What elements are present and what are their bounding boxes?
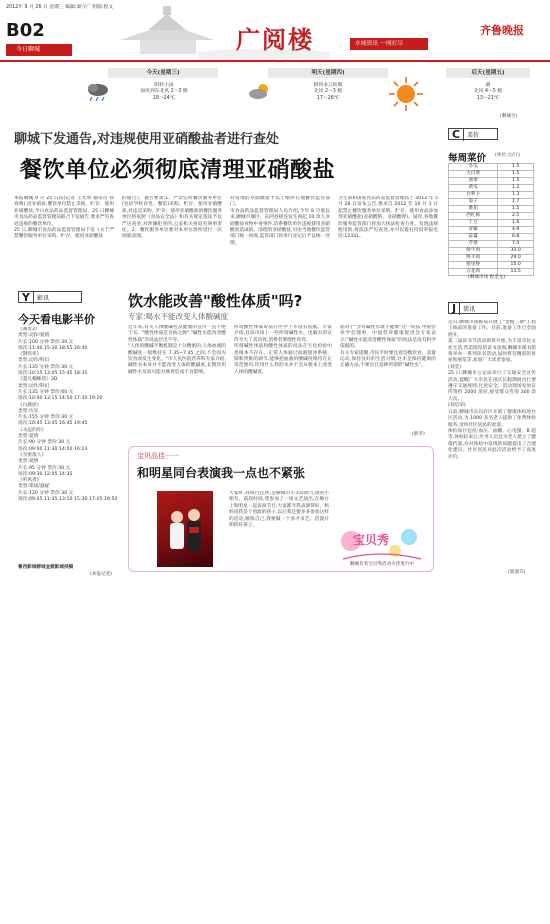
lead-column: 卫生部和国家食品药品监督管理局于 2012 年 5 月 28 日发布公告,要求自 2012 年 10 月 1 日起禁止餐饮服务单位采购、贮存、使用食品添加剂亚硝酸盐(亚硝酸钠、亚硝酸钾)。届时,各地餐饮服务监管部门将加大执法检查力度。发现违规使用的,将依法严厉查处,并可以拨打投诉举报电话:12331。 <box>338 196 438 240</box>
price-item: 大白菜 <box>449 171 498 178</box>
alkaline-column: 面对于"含有碱性水就不健康"这一说法,中国营养学会理事、中国营养健康促进会专家表示:"碱性水能改善酸性体质"的说法是没有科学依据的。 有关专家提醒,市民平时要注意均衡饮食、适量运动,保持良好的生活习惯,这才是保持健康的正确方法,不要盲目追捧所谓的"碱性水"。 <box>340 325 436 369</box>
price-value: 1.5 <box>498 206 534 213</box>
header-divider <box>0 60 550 62</box>
price-row <box>449 248 534 255</box>
weather-day-text: 晴 北风 4～5 级 13～21℃ <box>473 83 503 101</box>
price-row <box>449 199 534 206</box>
column-label: 今日聊城 <box>6 44 72 56</box>
section-tag-briefs <box>448 302 498 314</box>
prices-title: 每周菜价 <box>448 153 487 164</box>
price-item: 白萝卜 <box>449 192 498 199</box>
price-value: 1.7 <box>498 199 534 206</box>
kids-body: 大家好,我叫白佳欣,是聊城市小太阳幼儿园的小朋友。前段时间,我参加了一场文艺演出,在舞台上和明星一起表演节目,大家都夸我表演得好。妈妈说我是个勇敢的孩子,以后我还要多多参加这样的活动,锻炼自己,我要做一个多才多艺、活泼开朗的好孩子。 <box>229 491 329 529</box>
price-row <box>449 185 534 192</box>
price-value: 11.5 <box>498 269 534 276</box>
alkaline-credit: (新华) <box>412 432 425 437</box>
kids-showcase-box <box>128 446 434 572</box>
tag-letter: C <box>449 128 464 141</box>
price-value: 1.5 <box>498 171 534 178</box>
price-row <box>449 255 534 262</box>
weather-day-label: 明天(星期四) <box>268 68 388 78</box>
tag-name: 简讯 <box>463 305 476 313</box>
performers-figures-illustration <box>157 491 213 567</box>
price-table <box>448 163 534 276</box>
kids-headline: 和明星同台表演我一点也不紧张 <box>137 466 306 480</box>
price-item: 西红柿 <box>449 213 498 220</box>
brand-subtitle: 水城资讯 一网打尽 <box>350 38 428 50</box>
sun-icon <box>388 76 424 112</box>
badge-caption: 聊城有奖宝贝秀活动火热进行中 <box>349 562 415 567</box>
prices-table <box>448 163 534 276</box>
lead-column: 对发现的亚硝酸盐予以上缴所在地餐饮监管部门。 市食品药品监督管理局人员介绍,今年 8 月底以来,聊城市城区、东阿县接连发生两起 10 余人亚硝酸盐食物中毒事件,均系餐饮单位违规使用亚硝酸盐造成的。清理的亚硝酸盐,可由当地餐饮监管部门统一回收,监管部门将进行登记后予以统一处理。 <box>230 196 330 246</box>
price-value: 15.0 <box>498 262 534 269</box>
price-item: 番茄 <box>449 206 498 213</box>
briefs-credit: (郭淑芬) <box>508 570 526 575</box>
price-value: 2.5 <box>498 213 534 220</box>
cloud-rain-icon <box>86 82 110 102</box>
price-item: 鲜羊肉 <box>449 255 498 262</box>
section-tag-prices <box>448 128 498 140</box>
price-row <box>449 213 534 220</box>
movies-credit: 鲁西影城聊城金鼎影城供稿 <box>18 565 74 570</box>
price-row <box>449 241 534 248</box>
prices-unit: (单位:元/斤) <box>495 153 521 158</box>
price-item: 五花肉 <box>449 269 498 276</box>
price-row <box>449 192 534 199</box>
lead-headline: 餐饮单位必须彻底清理亚硝酸盐 <box>20 158 336 183</box>
price-row <box>449 227 534 234</box>
cloud-sun-icon <box>248 82 272 102</box>
alkaline-column: 所谓酸性体质说法在医学上并没有依据。专家介绍,目前市场上一些所谓碱性水、电解水的宣传夸大了其功效,消费者要理性看待。 所谓碱性体质和酸性体质的说法在生化检验中也根本不存在。正常人体通过血液缓冲系统、肺和肾脏的调节,能够把血液的酸碱度维持在正常范围内,饮用什么样的水并不会从根本上改变人体的酸碱度。 <box>234 325 332 375</box>
tag-name: 影讯 <box>36 294 49 302</box>
price-row <box>449 178 534 185</box>
weather-day-text: 阴转小雨 南风到东北风 2～3 级 18～24℃ <box>140 83 188 101</box>
weather-day-text: 阴到多云转晴 北风 2～3 级 17～26℃ <box>313 83 343 101</box>
movies-credit-reporter: (本报记者) <box>90 572 112 577</box>
kids-body-cont <box>335 491 427 521</box>
tag-name: 菜价 <box>467 131 480 139</box>
price-value: 1.5 <box>498 164 534 171</box>
kids-kicker: 宝贝品佳一一 <box>137 452 179 460</box>
price-row <box>449 206 534 213</box>
price-value: 1.2 <box>498 185 534 192</box>
alkaline-headline: 饮水能改善"酸性体质"吗? <box>128 292 303 310</box>
price-item: 茄子 <box>449 199 498 206</box>
prices-credit: (聊城市场 程金龙) <box>468 275 506 280</box>
price-value: 1.5 <box>498 178 534 185</box>
lead-kicker: 聊城下发通告,对违规使用亚硝酸盐者进行查处 <box>14 132 279 147</box>
price-item: 冬瓜 <box>449 164 498 171</box>
brand-title: 广阅楼 <box>236 25 314 54</box>
lead-column: 的通告》。通告要求:1、严禁任何餐饮服务单位(包括学校食堂、餐馆)采购、贮存、使用亚硝酸盐,对违反采购、贮存、使用亚硝酸盐的餐饮服务单位将依照《食品安全法》和有关规定依法予以严厉查处,对涉嫌犯罪的,公安机关将追究刑事责任。2、餐饮服务单位要对本单位场所进行一次彻底清理, <box>122 196 222 240</box>
price-item: 青椒 <box>449 227 498 234</box>
newspaper-logo: 齐鲁晚报 <box>480 24 524 37</box>
movies-title: 今天看电影半价 <box>18 313 95 326</box>
price-row <box>449 262 534 269</box>
price-item: 蒜薹 <box>449 234 498 241</box>
price-value: 7.0 <box>498 241 534 248</box>
weather-day-label: 后天(星期五) <box>446 68 530 78</box>
price-item: 油菜 <box>449 178 498 185</box>
price-row <box>449 164 534 171</box>
price-item: 猪里脊 <box>449 262 498 269</box>
price-item: 芹菜 <box>449 241 498 248</box>
price-value: 1.6 <box>498 220 534 227</box>
price-item: 土豆 <box>449 220 498 227</box>
weather-strip <box>86 68 534 124</box>
page-header <box>0 0 550 62</box>
price-item: 黄瓜 <box>449 185 498 192</box>
price-value: 33.0 <box>498 248 534 255</box>
briefs-text: 近日,聊城市国税局开展了"金税三期"工程上线前的准备工作。目前,准备工作已全面展开。 第二届读书节活动即将开始,为丰富市民文化生活,营造浓厚的读书氛围,聊城市图书馆将举办一系列读书活动,届时将有精彩的讲座和展览等,欢迎广大读者参加。 (刘莹) 25 日,聊城市公安局举行了交通安全宣传活动,提醒广大市民在国庆长假期间出行要遵守交通规则,注意安全。活动现场发放宣传资料 2000 余份,接受群众咨询 300 余人次。 (刘启荣) 日前,聊城市东昌府区开展了健康体检进社区活动,为 1000 多名老人提供了免费体检服务,受到社区居民的欢迎。 体检项目包括:血压、血糖、心电图、B 超等,体检结束后,医务人员还为老人建立了健康档案,并对体检中发现的问题提出了合理化建议。社区居民对此次活动给予了高度评价。 <box>448 320 536 460</box>
page-number: B02 <box>6 20 45 41</box>
price-row <box>449 220 534 227</box>
movies-list: 《画皮2》 类型:动作/爱情 片长:100 分钟 票价:30 元 场次:11:40 15:30 18:55 20:40 《钢铁侠》 类型:动作/科幻 片长:135 分钟 票价:30 元 场次:10:15 13:05 15:45 18:35 《超凡蜘蛛侠》3D 类型:动作/科幻 片长:135 分钟 票价:60 元 场次:10:00 13:15 14:50 17:30 19:20 《白鹿原》 类型:历史 片长:155 分钟 票价:30 元 场次:10:45 13:45 16:45 19:45 《永远的你》 类型:爱情 片长:90 分钟 票价:30 元 场次:09:00 11:30 14:50 16:23 《亲密敌人》 类型:爱情 片长:95 分钟 票价:30 元 场次:09:30 12:05 14:35 《听风者》 类型:谍战/悬疑 片长:120 分钟 票价:30 元 场次:09:45 11:35 13:10 15:30 17:05 19:50 <box>18 327 118 503</box>
price-value: 29.0 <box>498 255 534 262</box>
price-value: 1.3 <box>498 192 534 199</box>
dateline: 2012年 9 月 26 日 星期三 编辑:秦守广 组版:程文 <box>6 5 114 10</box>
weather-source: (聊城台) <box>500 114 518 119</box>
lead-column: 本报聊城 9 月 25 日讯(记者 王光明 通讯员 孙春燕) 因亚硝盐,餐饮单位禁止采购、贮存、使用亚硝酸盐,今日食品药品监督管理局、25 日聊城市食品药品监督管理局联合下发通告,要求严厉查处违规的餐饮单位。 25 日,聊城市食品药品监督管理局下发《关于严禁餐饮服务单位采购、贮存、使用亚硝酸盐 <box>14 196 114 240</box>
kids-badge <box>333 523 429 569</box>
tag-letter: J <box>449 302 460 315</box>
kids-photo <box>157 491 213 567</box>
price-row <box>449 171 534 178</box>
alkaline-subhead: 专家:喝水不能改变人体酸碱度 <box>128 312 229 321</box>
tag-letter: Y <box>19 291 34 304</box>
price-row <box>449 234 534 241</box>
weather-day-label: 今天(星期三) <box>108 68 218 78</box>
alkaline-column: 近年来,有关人体酸碱性及健康的宣传一直不绝于耳。"酸性体质是百病之源","碱性水能改善酸性体质"等说法层出不穷。 "人体的酸碱平衡机制是十分精密的,人体血液的酸碱度一般维持在 7.35~7.45 之间,不会因为饮食而发生变化。"市人民医院营养科专家介绍,碱性水本身并不能改变人体的酸碱度,长期饮用碱性水反而可能对肠胃造成不良影响。 <box>128 325 226 375</box>
section-tag-movies <box>18 291 82 303</box>
price-item: 鲜牛肉 <box>449 248 498 255</box>
badge-title: 宝贝秀 <box>353 533 390 547</box>
price-value: 4.9 <box>498 227 534 234</box>
price-value: 6.8 <box>498 234 534 241</box>
